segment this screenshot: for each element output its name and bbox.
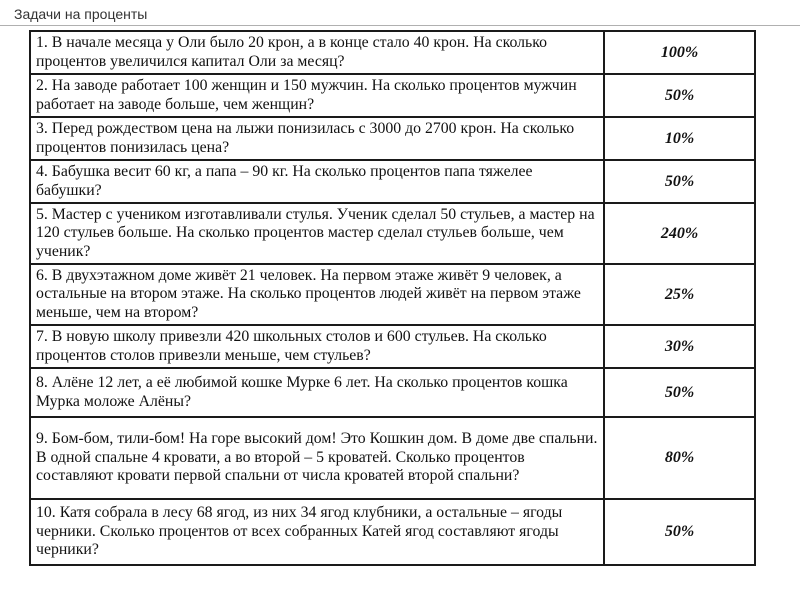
table-row bbox=[30, 325, 755, 368]
page-title: Задачи на проценты bbox=[14, 6, 148, 22]
question-cell: 8. Алёне 12 лет, а её любимой кошке Мурке 6 лет. На сколько процентов кошка Мурка моложе Алёны? bbox=[30, 368, 604, 417]
table-row bbox=[30, 31, 755, 74]
answer-cell: 30% bbox=[604, 325, 755, 368]
answer-cell: 10% bbox=[604, 117, 755, 160]
question-cell: 4. Бабушка весит 60 кг, а папа – 90 кг. На сколько процентов папа тяжелее бабушки? bbox=[30, 160, 604, 203]
question-cell: 5. Мастер с учеником изготавливали стулья. Ученик сделал 50 стульев, а мастер на 120 стульев больше. На сколько процентов мастер сделал стульев больше, чем ученик? bbox=[30, 203, 604, 264]
table-row bbox=[30, 117, 755, 160]
answer-cell: 50% bbox=[604, 160, 755, 203]
answer-cell: 50% bbox=[604, 368, 755, 417]
question-cell: 1. В начале месяца у Оли было 20 крон, а в конце стало 40 крон. На сколько процентов увеличился капитал Оли за месяц? bbox=[30, 31, 604, 74]
table-row bbox=[30, 368, 755, 417]
answer-cell: 240% bbox=[604, 203, 755, 264]
question-cell: 2. На заводе работает 100 женщин и 150 мужчин. На сколько процентов мужчин работает на заводе больше, чем женщин? bbox=[30, 74, 604, 117]
question-cell: 9. Бом-бом, тили-бом! На горе высокий дом! Это Кошкин дом. В доме две спальни. В одной спальне 4 кровати, а во второй – 5 кроватей. Сколько процентов составляют кровати первой спальни от числа кроватей второй спальни? bbox=[30, 417, 604, 499]
title-divider bbox=[0, 25, 800, 26]
table-row bbox=[30, 203, 755, 264]
question-cell: 6. В двухэтажном доме живёт 21 человек. На первом этаже живёт 9 человек, а остальные на втором этаже. На сколько процентов людей живёт на первом этаже меньше, чем на втором? bbox=[30, 264, 604, 325]
table-row bbox=[30, 417, 755, 499]
answer-cell: 50% bbox=[604, 499, 755, 565]
table-row bbox=[30, 499, 755, 565]
answer-cell: 100% bbox=[604, 31, 755, 74]
answer-cell: 25% bbox=[604, 264, 755, 325]
table-row bbox=[30, 160, 755, 203]
question-cell: 10. Катя собрала в лесу 68 ягод, из них 34 ягод клубники, а остальные – ягоды черники. Сколько процентов от всех собранных Катей ягод составляют ягоды черники? bbox=[30, 499, 604, 565]
task-table bbox=[29, 30, 756, 566]
table-row bbox=[30, 264, 755, 325]
question-cell: 7. В новую школу привезли 420 школьных столов и 600 стульев. На сколько процентов столов привезли меньше, чем стульев? bbox=[30, 325, 604, 368]
answer-cell: 80% bbox=[604, 417, 755, 499]
question-cell: 3. Перед рождеством цена на лыжи понизилась с 3000 до 2700 крон. На сколько процентов понизилась цена? bbox=[30, 117, 604, 160]
answer-cell: 50% bbox=[604, 74, 755, 117]
table-row bbox=[30, 74, 755, 117]
